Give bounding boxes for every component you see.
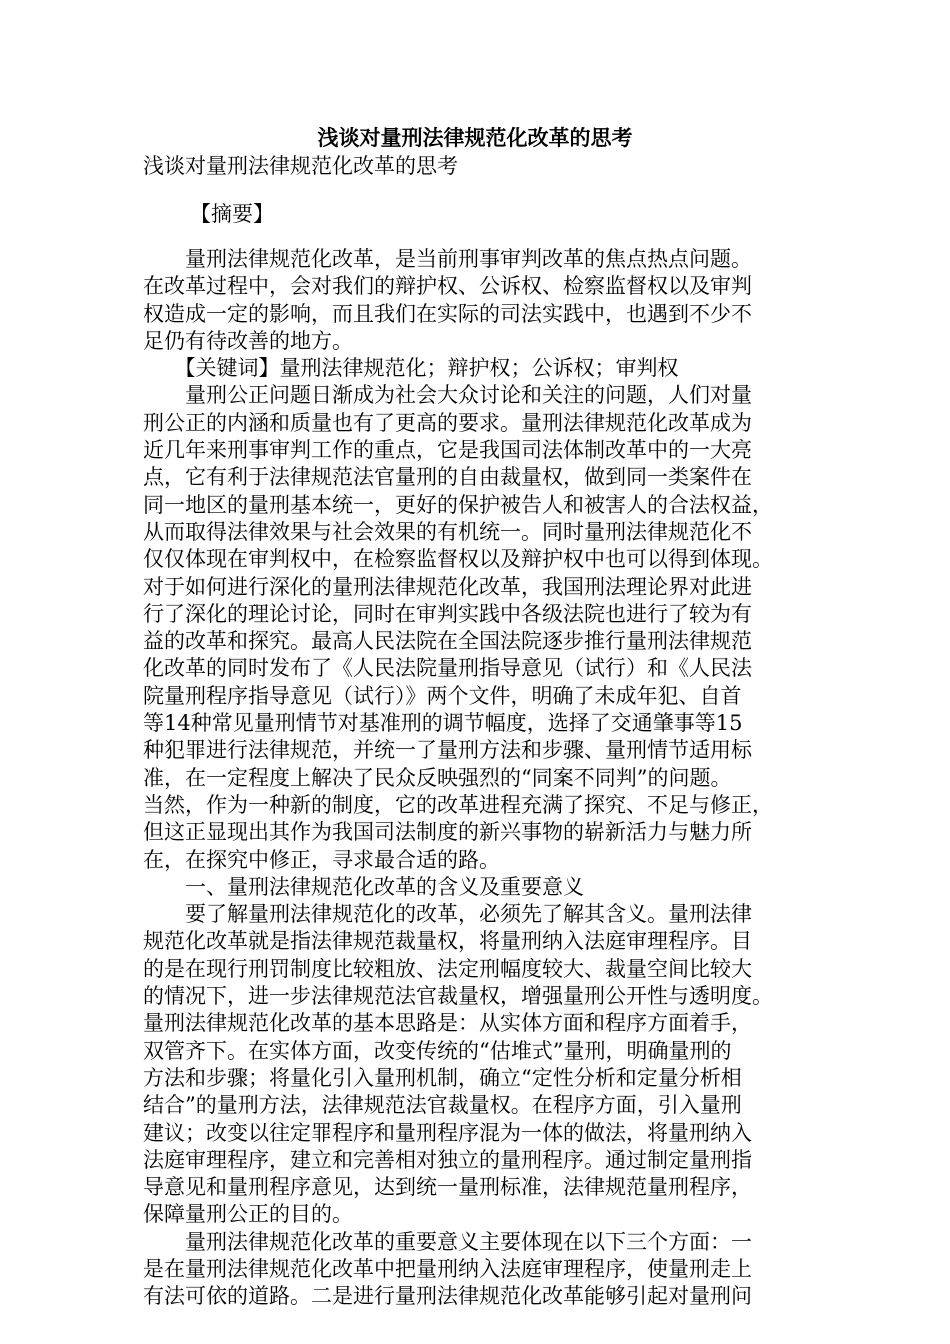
body-line: 在改革过程中，会对我们的辩护权、公诉权、检察监督权以及审判: [143, 274, 752, 299]
body-line: 权造成一定的影响，而且我们在实际的司法实践中，也遇到不少不: [143, 301, 752, 326]
body-line: 有法可依的道路。二是进行量刑法律规范化改革能够引起对量刑问: [143, 1284, 752, 1309]
body-line: 对于如何进行深化的量刑法律规范化改革，我国刑法理论界对此进: [143, 574, 752, 599]
body-line: 在，在探究中修正，寻求最合适的路。: [143, 847, 500, 872]
body-line: 点，它有利于法律规范法官量刑的自由裁量权，做到同一类案件在: [143, 465, 752, 490]
section-heading: 一、量刑法律规范化改革的含义及重要意义: [143, 874, 584, 899]
document-subtitle: 浅谈对量刑法律规范化改革的思考: [143, 154, 458, 178]
body-line: 导意见和量刑程序意见，达到统一量刑标准，法律规范量刑程序，: [143, 1175, 752, 1200]
body-line: 益的改革和探究。最高人民法院在全国法院逐步推行量刑法律规范: [143, 629, 752, 654]
body-line: 准，在一定程度上解决了民众反映强烈的“同案不同判”的问题。: [143, 765, 732, 790]
body-line: 是在量刑法律规范化改革中把量刑纳入法庭审理程序，使量刑走上: [143, 1256, 752, 1281]
body-line: 从而取得法律效果与社会效果的有机统一。同时量刑法律规范化不: [143, 519, 752, 544]
abstract-heading: 【摘要】: [190, 202, 274, 226]
body-line: 化改革的同时发布了《人民法院量刑指导意见（试行）和《人民法: [143, 656, 752, 681]
body-line: 结合”的量刑方法，法律规范法官裁量权。在程序方面，引入量刑: [143, 1093, 742, 1118]
body-line: 要了解量刑法律规范化的改革，必须先了解其含义。量刑法律: [143, 902, 752, 927]
body-line: 院量刑程序指导意见（试行）》两个文件，明确了未成年犯、自首: [143, 683, 742, 708]
body-line: 当然，作为一种新的制度，它的改革进程充满了探究、不足与修正，: [143, 792, 773, 817]
body-line: 等14种常见量刑情节对基准刑的调节幅度，选择了交通肇事等15: [143, 711, 743, 736]
body-line: 量刑法律规范化改革，是当前刑事审判改革的焦点热点问题。: [143, 247, 752, 271]
body-line: 行了深化的理论讨论，同时在审判实践中各级法院也进行了较为有: [143, 601, 752, 626]
body-line: 种犯罪进行法律规范，并统一了量刑方法和步骤、量刑情节适用标: [143, 738, 752, 763]
body-line: 的是在现行刑罚制度比较粗放、法定刑幅度较大、裁量空间比较大: [143, 956, 752, 981]
body-line: 同一地区的量刑基本统一，更好的保护被告人和被害人的合法权益，: [143, 492, 773, 517]
body-line: 规范化改革就是指法律规范裁量权，将量刑纳入法庭审理程序。目: [143, 929, 752, 954]
body-line: 刑公正的内涵和质量也有了更高的要求。量刑法律规范化改革成为: [143, 410, 752, 435]
body-line: 足仍有待改善的地方。: [143, 328, 353, 353]
body-line: 建议；改变以往定罪程序和量刑程序混为一体的做法，将量刑纳入: [143, 1120, 752, 1145]
body-line: 量刑法律规范化改革的基本思路是：从实体方面和程序方面着手，: [143, 1011, 752, 1036]
body-line: 但这正显现出其作为我国司法制度的新兴事物的崭新活力与魅力所: [143, 820, 752, 845]
document-title: 浅谈对量刑法律规范化改革的思考: [317, 125, 633, 150]
body-line: 近几年来刑事审判工作的重点，它是我国司法体制改革中的一大亮: [143, 438, 752, 463]
body-line: 量刑公正问题日渐成为社会大众讨论和关注的问题，人们对量: [143, 383, 752, 408]
body-line: 量刑法律规范化改革的重要意义主要体现在以下三个方面：一: [143, 1229, 752, 1254]
body-line: 仅仅体现在审判权中，在检察监督权以及辩护权中也可以得到体现。: [143, 547, 773, 572]
body-line: 方法和步骤；将量化引入量刑机制，确立“定性分析和定量分析相: [143, 1065, 742, 1090]
keywords-line: 【关键词】量刑法律规范化；辩护权；公诉权；审判权: [143, 356, 679, 381]
body-line: 保障量刑公正的目的。: [143, 1202, 353, 1227]
body-line: 双管齐下。在实体方面，改变传统的“估堆式”量刑，明确量刑的: [143, 1038, 732, 1063]
body-line: 的情况下，进一步法律规范法官裁量权，增强量刑公开性与透明度。: [143, 984, 773, 1009]
document-body: [143, 246, 807, 1311]
body-line: 法庭审理程序，建立和完善相对独立的量刑程序。通过制定量刑指: [143, 1147, 752, 1172]
